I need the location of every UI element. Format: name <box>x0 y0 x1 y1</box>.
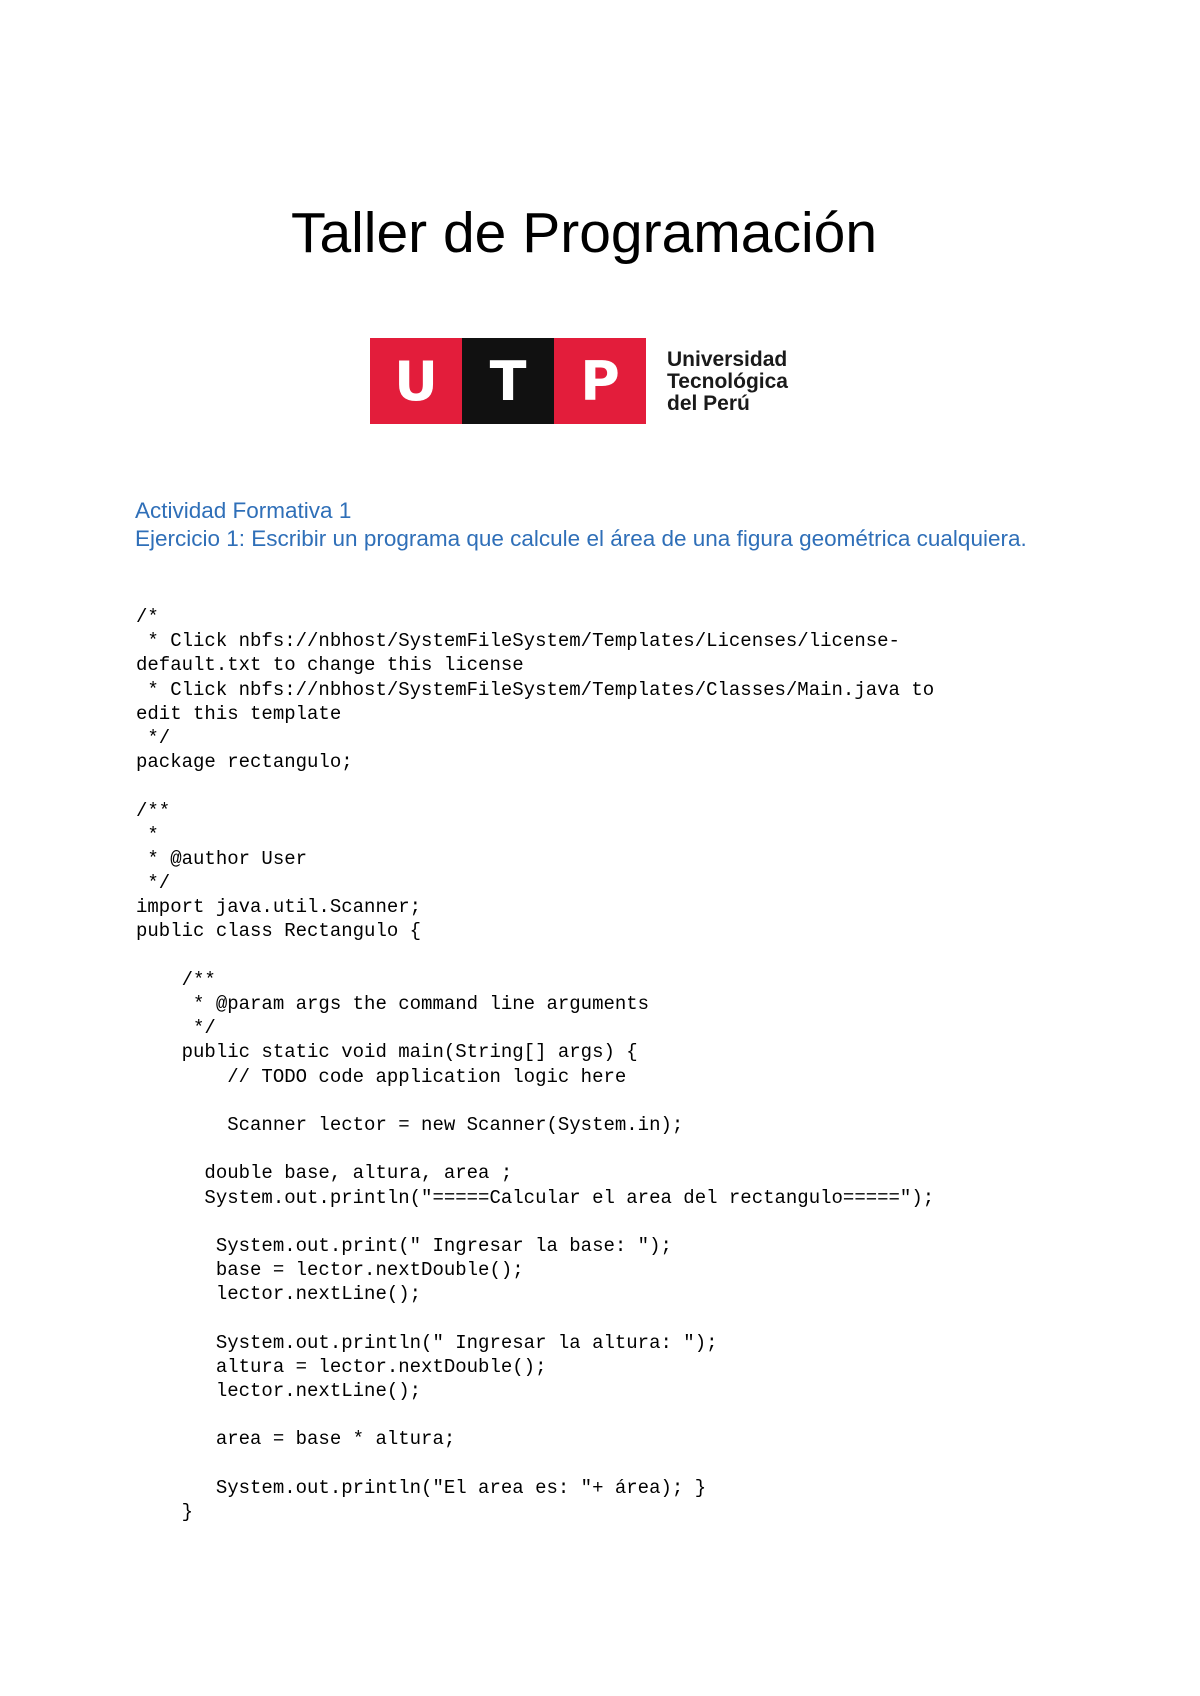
code-line: /** <box>136 799 171 822</box>
code-line: default.txt to change this license <box>136 654 524 677</box>
code-line: } <box>136 1500 194 1523</box>
code-line: lector.nextLine(); <box>136 1380 422 1402</box>
code-line: */ <box>136 726 171 749</box>
logo-university-name <box>667 349 788 415</box>
logo-letter-p: P <box>554 338 646 424</box>
code-line: double base, altura, area ; <box>136 1162 513 1185</box>
logo-letter-t: T <box>462 338 554 424</box>
code-line: * <box>136 823 159 846</box>
code-line: /* <box>136 606 159 628</box>
code-line <box>136 1403 1056 1427</box>
code-line <box>136 1210 1056 1234</box>
code-line: System.out.println("=====Calcular el area del rectangulo====="); <box>136 1186 935 1209</box>
code-line: Scanner lector = new Scanner(System.in); <box>136 1113 684 1136</box>
code-line: * @param args the command line arguments <box>136 993 650 1015</box>
code-line: /** <box>136 968 216 991</box>
code-line: System.out.println("El area es: "+ área); } <box>136 1476 707 1499</box>
code-line: public class Rectangulo { <box>136 920 422 943</box>
code-line: edit this template <box>136 702 342 725</box>
code-line <box>136 1089 1056 1113</box>
logo-name-line: del Perú <box>667 392 750 415</box>
code-line: altura = lector.nextDouble(); <box>136 1355 547 1378</box>
code-line <box>136 1452 1056 1476</box>
document-title: Taller de Programación <box>290 201 878 265</box>
code-line <box>136 774 1056 798</box>
code-line: System.out.println(" Ingresar la altura: "); <box>136 1331 718 1354</box>
utp-logo <box>370 338 800 424</box>
code-line: import java.util.Scanner; <box>136 896 422 919</box>
code-line: package rectangulo; <box>136 751 353 774</box>
code-line: lector.nextLine(); <box>136 1283 422 1306</box>
code-line: area = base * altura; <box>136 1428 456 1451</box>
code-line: // TODO code application logic here <box>136 1065 627 1088</box>
logo-name-line: Universidad <box>667 348 788 371</box>
code-listing <box>136 605 1056 1524</box>
activity-heading: Actividad Formativa 1 <box>135 498 352 523</box>
code-line: * Click nbfs://nbhost/SystemFileSystem/Templates/Licenses/license- <box>136 630 900 653</box>
code-line: * @author User <box>136 847 308 870</box>
logo-name-line: Tecnológica <box>667 370 788 393</box>
code-line <box>136 1137 1056 1161</box>
code-line <box>136 944 1056 968</box>
code-line: */ <box>136 1017 216 1040</box>
code-line <box>136 1306 1056 1330</box>
code-line: System.out.print(" Ingresar la base: "); <box>136 1234 672 1257</box>
logo-letter-u: U <box>370 338 462 424</box>
code-line: base = lector.nextDouble(); <box>136 1259 524 1282</box>
code-line: * Click nbfs://nbhost/SystemFileSystem/Templates/Classes/Main.java to <box>136 678 935 701</box>
code-line: */ <box>136 872 171 895</box>
exercise-heading: Ejercicio 1: Escribir un programa que calcule el área de una figura geométrica cualquiera. <box>135 526 1027 551</box>
code-line: public static void main(String[] args) { <box>136 1041 638 1064</box>
